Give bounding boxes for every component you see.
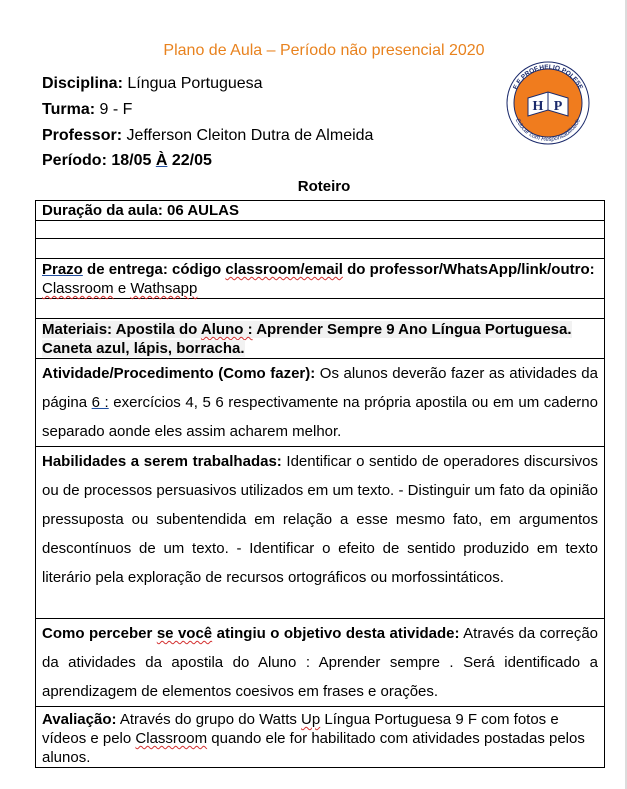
atividade-text: Os alunos deverão fazer as atividades da página [42,365,598,411]
logo-top-text: E.E.PROF.HELIO POLESE [512,63,584,91]
table-row [36,239,605,259]
materiais-aluno: Aluno : [200,321,253,338]
habilidades-label: Habilidades a serem trabalhadas: [42,453,282,470]
atividade-page: 6 : [91,394,109,411]
professor-label: Professor: [42,127,123,144]
table-row [36,201,605,221]
logo-bottom-text: Educar com Responsabilidade [513,117,583,144]
table-row [36,319,605,359]
table-row [36,359,605,447]
professor-line [42,127,373,145]
perceber-cell [36,619,605,707]
perceber-text: Como perceber [42,625,157,642]
document-title: Plano de Aula – Período não presencial 2020 [163,42,485,59]
disciplina-label: Disciplina: [42,75,123,92]
habilidades-cell [36,447,605,619]
periodo-line [42,152,212,170]
school-logo [505,60,591,146]
avaliacao-text-2: Língua Portuguesa 9 F com fotos e vídeos e pelo [42,711,559,747]
empty-cell [36,239,605,259]
table-row [36,447,605,619]
avaliacao-text: Através do grupo do Watts [116,711,302,728]
prazo-word: Prazo [42,261,83,278]
duracao-cell: Duração da aula: 06 AULAS [36,201,605,221]
table-row [36,619,605,707]
table-row [36,221,605,239]
periodo-a: À [155,152,168,169]
materiais-text-2: Aprender Sempre 9 Ano Língua Portuguesa. Caneta azul, lápis, borracha. [42,321,572,357]
periodo-end: 22/05 [171,152,212,169]
perceber-text-2: atingiu o objetivo desta atividade: [212,625,460,642]
prazo-wathsapp: Wathsapp [130,280,198,297]
avaliacao-cell [36,707,605,768]
turma-value: 9 - F [99,101,133,118]
professor-value: Jefferson Cleiton Dutra de Almeida [126,127,374,144]
periodo-label: Período: 18/05 [42,152,152,169]
materiais-text: Materiais: Apostila do [42,321,201,338]
avaliacao-text-3: quando ele for habilitado com atividades postadas pelos alunos. [42,730,585,766]
table-row [36,299,605,319]
logo-letter-h: H [532,99,544,114]
habilidades-text: Identificar o sentido de operadores discursivos ou de processos persuasivos utilizados em um texto. - Distinguir um fato da opinião pressuposta ou subentendida em relação a esse mesmo fato, em argumentos descontínuos de um texto. - Identificar o efeito de sentido produzido em texto literário pela exploração de recursos ortográficos ou morfossintáticos. [42,453,599,586]
avaliacao-classroom: Classroom [135,730,208,747]
materiais-cell [36,319,605,359]
turma-label: Turma: [42,101,96,118]
prazo-classroom: Classroom [42,280,114,297]
perceber-se-voce: se você [156,625,213,642]
logo-letter-p: P [553,99,563,114]
turma-line [42,101,132,119]
lesson-plan-table [35,200,605,768]
table-row [36,707,605,768]
atividade-label: Atividade/Procedimento (Como fazer): [42,365,316,382]
atividade-text-2: exercícios 4, 5 6 respectivamente na própria apostila ou em um caderno separado aonde eles assim acharem melhor. [42,394,598,440]
disciplina-value: Língua Portuguesa [127,75,263,92]
avaliacao-label: Avaliação: [42,711,117,728]
avaliacao-up: Up [301,711,321,728]
atividade-cell [36,359,605,447]
prazo-e: e [113,280,131,297]
perceber-body: Através da correção da atividades da apostila do Aluno : Aprender sempre . Será identificado a aprendizagem de elementos coesivos em frases e orações. [42,625,599,700]
roteiro-heading: Roteiro [297,178,351,195]
prazo-text: de entrega: código [82,261,226,278]
prazo-cell [36,259,605,299]
disciplina-line [42,75,263,93]
prazo-text-2: do professor/WhatsApp/link/outro: [342,261,595,278]
empty-cell [36,299,605,319]
prazo-classroom-email: classroom/email [225,261,343,278]
table-row [36,259,605,299]
empty-cell [36,221,605,239]
